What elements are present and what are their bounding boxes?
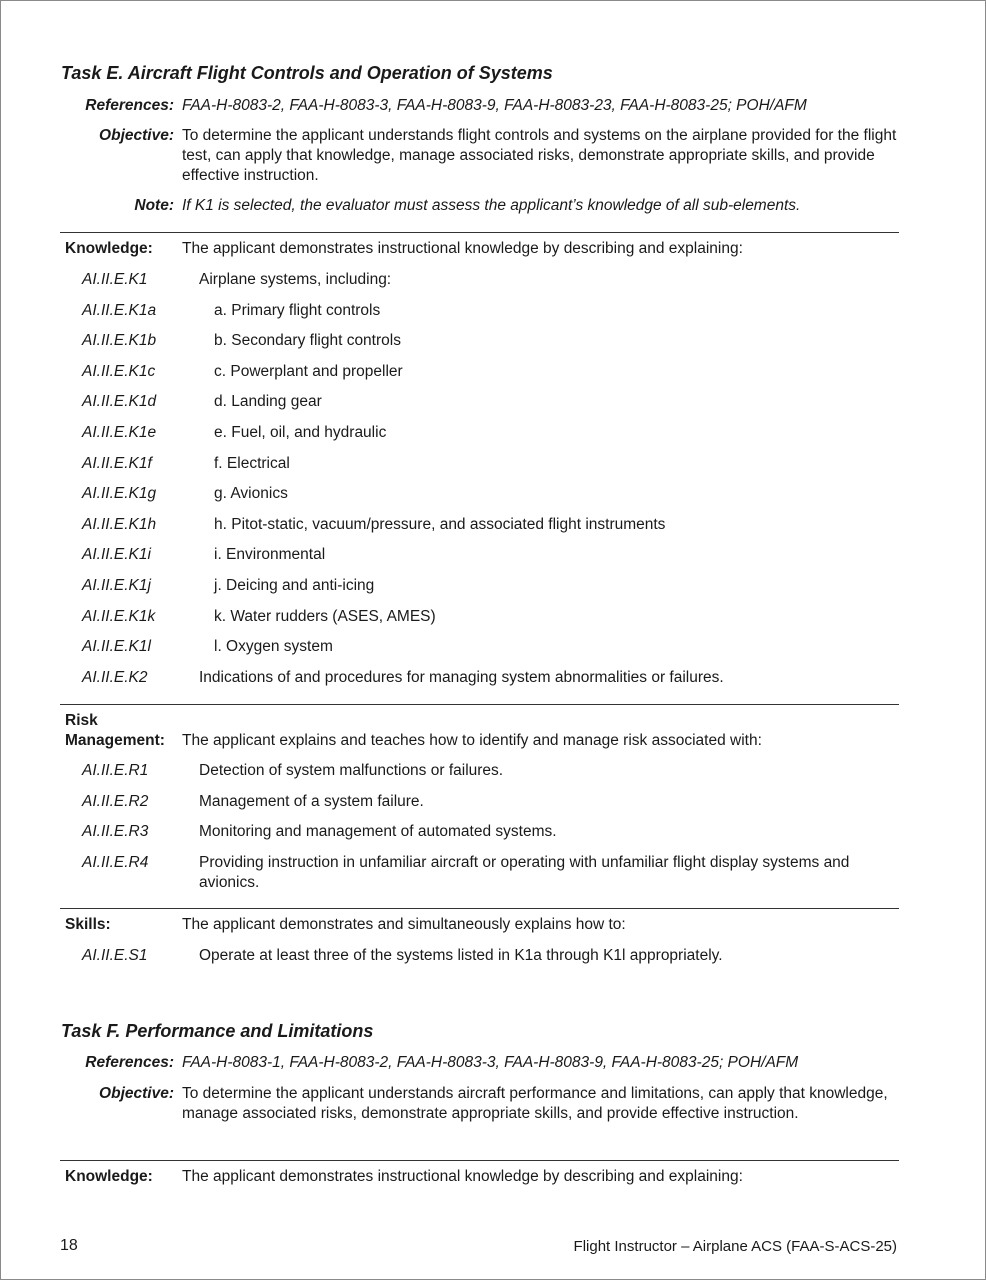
note-label: Note: [134, 197, 174, 214]
references-text: FAA-H-8083-2, FAA-H-8083-3, FAA-H-8083-9, FAA-H-8083-23, FAA-H-8083-25; POH/AFM [182, 97, 807, 114]
element-text: i. Environmental [214, 546, 326, 564]
element-code: AI.II.E.S1 [82, 947, 148, 964]
element-text: l. Oxygen system [214, 638, 333, 656]
divider [60, 908, 899, 909]
element-text: Operate at least three of the systems listed in K1a through K1l appropriately. [199, 947, 723, 964]
element-code: AI.II.E.K1j [82, 577, 151, 594]
risk-label-line1: Risk [65, 712, 98, 729]
element-text: Management of a system failure. [199, 792, 424, 810]
task-e-title: Task E. Aircraft Flight Controls and Operation of Systems [61, 63, 553, 83]
references-label: References: [85, 97, 174, 114]
element-text: d. Landing gear [214, 393, 322, 411]
element-code: AI.II.E.K1g [82, 485, 157, 503]
element-code: AI.II.E.K1k [82, 607, 156, 625]
objective-text: To determine the applicant understands flight controls and systems on the airplane provided for the flight test, can apply that knowledge, manage associated risks, demonstrate appropriate skills, and provide effective instruction. [182, 127, 897, 184]
element-text: Providing instruction in unfamiliar aircraft or operating with unfamiliar flight display systems and avionics. [199, 853, 850, 891]
element-text: a. Primary flight controls [214, 301, 381, 319]
references-label: References: [85, 1054, 174, 1071]
footer-doc-title: Flight Instructor – Airplane ACS (FAA-S-ACS-25) [573, 1238, 897, 1255]
element-text: b. Secondary flight controls [214, 332, 401, 350]
element-code: AI.II.E.R1 [82, 762, 149, 779]
objective-label: Objective: [99, 1085, 174, 1102]
element-code: AI.II.E.R4 [82, 853, 149, 871]
element-text: h. Pitot-static, vacuum/pressure, and associated flight instruments [214, 515, 666, 533]
element-code: AI.II.E.K1a [82, 301, 157, 319]
element-text: j. Deicing and anti-icing [214, 577, 375, 594]
element-code: AI.II.E.K2 [82, 668, 148, 686]
objective-text: To determine the applicant understands aircraft performance and limitations, can apply that knowledge, manage associated risks, demonstrate appropriate skills, and provide effective instruction. [182, 1085, 888, 1122]
divider [60, 1160, 899, 1161]
element-text: c. Powerplant and propeller [214, 362, 403, 380]
risk-label-line2: Management: [65, 732, 165, 749]
risk-intro: The applicant explains and teaches how to identify and manage risk associated with: [182, 732, 762, 749]
skills-label: Skills: [65, 916, 111, 933]
divider [60, 704, 899, 705]
element-code: AI.II.E.R2 [82, 792, 149, 810]
element-code: AI.II.E.K1l [82, 638, 151, 656]
element-text: Airplane systems, including: [199, 271, 392, 288]
task-f-title: Task F. Performance and Limitations [61, 1021, 374, 1041]
element-code: AI.II.E.K1b [82, 332, 157, 350]
knowledge-label: Knowledge: [65, 1168, 153, 1185]
element-code: AI.II.E.K1 [82, 271, 148, 288]
element-code: AI.II.E.K1h [82, 515, 157, 533]
skills-intro: The applicant demonstrates and simultaneously explains how to: [182, 916, 626, 933]
element-text: Monitoring and management of automated systems. [199, 823, 557, 840]
element-text: Indications of and procedures for managing system abnormalities or failures. [199, 668, 724, 686]
element-text: f. Electrical [214, 454, 290, 472]
knowledge-intro: The applicant demonstrates instructional knowledge by describing and explaining: [182, 1168, 743, 1185]
element-text: e. Fuel, oil, and hydraulic [214, 424, 387, 441]
divider [60, 232, 899, 233]
element-code: AI.II.E.K1f [82, 454, 152, 472]
element-code: AI.II.E.R3 [82, 823, 149, 840]
knowledge-label: Knowledge: [65, 240, 153, 257]
knowledge-intro: The applicant demonstrates instructional knowledge by describing and explaining: [182, 240, 743, 257]
objective-label: Objective: [99, 127, 174, 144]
element-text: Detection of system malfunctions or failures. [199, 762, 504, 779]
page-number: 18 [60, 1237, 78, 1254]
element-text: g. Avionics [214, 485, 288, 503]
element-text: k. Water rudders (ASES, AMES) [214, 607, 436, 625]
element-code: AI.II.E.K1c [82, 362, 156, 380]
element-code: AI.II.E.K1i [82, 546, 151, 564]
note-text: If K1 is selected, the evaluator must assess the applicant’s knowledge of all sub-elements. [182, 197, 801, 214]
element-code: AI.II.E.K1d [82, 393, 157, 411]
element-code: AI.II.E.K1e [82, 424, 157, 441]
references-text: FAA-H-8083-1, FAA-H-8083-2, FAA-H-8083-3, FAA-H-8083-9, FAA-H-8083-25; POH/AFM [182, 1054, 799, 1071]
